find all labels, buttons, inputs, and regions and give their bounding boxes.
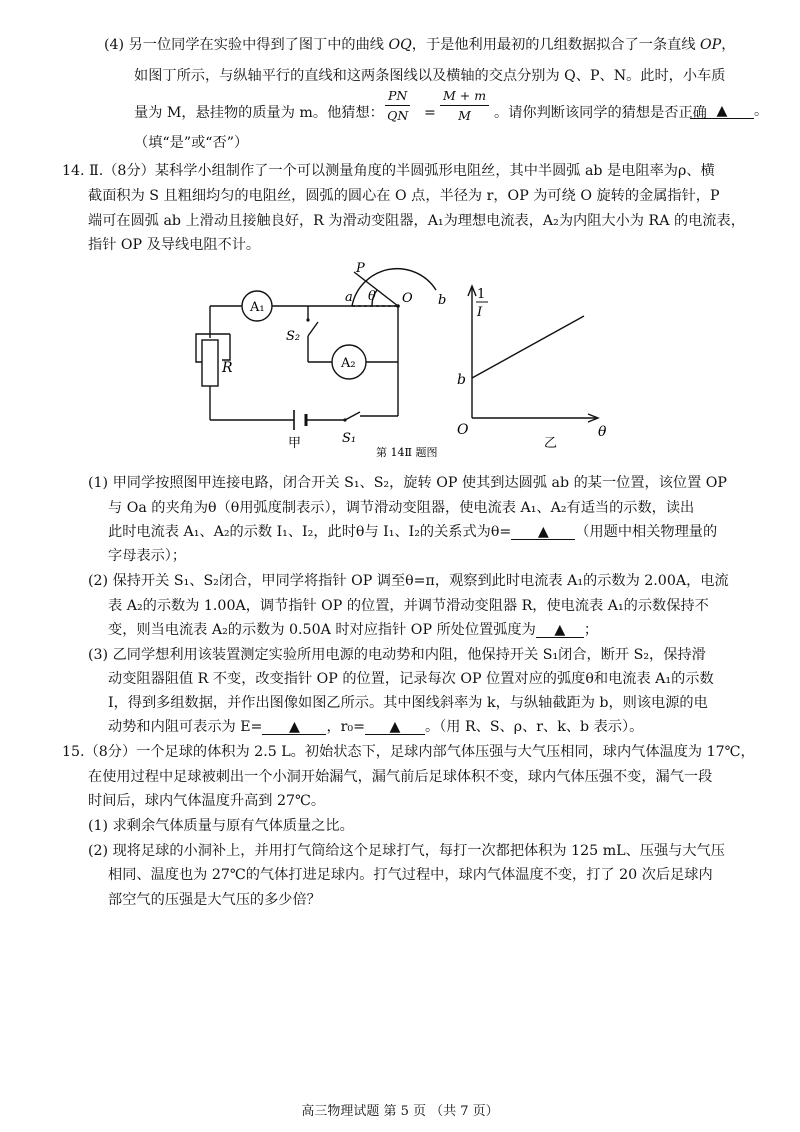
label-p: P xyxy=(356,261,365,276)
graph-x-label: θ xyxy=(598,424,607,440)
q14-intro-line3: 端可在圆弧 ab 上滑动且接触良好，R 为滑动变阻器，A₁为理想电流表，A₂为内阻大小为 RA 的电流表， xyxy=(88,213,745,229)
q15-line3: 时间后，球内气体温度升高到 27℃。 xyxy=(88,793,326,809)
label-a2: A₂ xyxy=(341,356,356,371)
q13-part4-line3-b: 。请你判断该同学的猜想是否正确 xyxy=(494,105,707,121)
fraction-numerator: PN xyxy=(385,88,410,106)
answer-blank-e[interactable]: ▲ xyxy=(262,720,326,735)
answer-blank[interactable]: ▲ xyxy=(511,525,575,540)
text: （用题中相关物理量的 xyxy=(575,524,718,540)
q14-s3-line1: (3) 乙同学想利用该装置测定实验所用电源的电动势和内阻，他保持开关 S₁闭合，断开 S₂，保持滑 xyxy=(88,647,706,663)
label-s2: S₂ xyxy=(286,329,301,344)
graph-1-over-i-vs-theta xyxy=(468,286,598,422)
text: OQ xyxy=(388,37,412,53)
switch-s2-blade xyxy=(308,322,318,336)
q14-s2-line2: 表 A₂的示数为 1.00A，调节指针 OP 的位置，并调节滑动变阻器 R，使电流表 A₁的示数保持不 xyxy=(108,598,709,614)
text: 。 xyxy=(754,103,769,119)
q13-part4-line4: （填“是”或“否”） xyxy=(134,135,249,151)
q14-s3-line3: I，得到多组数据，并作出图像如图乙所示。其中图线斜率为 k，与纵轴截距为 b，则该电源的电 xyxy=(108,695,708,711)
text: 变，则当电流表 A₂的示数为 0.50A 时对应指针 OP 所处位置弧度为 xyxy=(108,622,536,638)
fraction-denominator: M xyxy=(458,108,471,123)
q15-s2-line2: 相同、温度也为 27℃的气体打进足球内。打气过程中，球内气体温度不变，打了 20 次后足球内 xyxy=(108,867,713,883)
circuit-diagram xyxy=(196,269,436,430)
figure-circuit-and-graph xyxy=(0,0,800,470)
text: 。（用 R、S、ρ、r、k、b 表示）。 xyxy=(425,719,644,735)
q14-s3-line2: 动变阻器阻值 R 不变，改变指针 OP 的位置，记录每次 OP 位置对应的弧度θ和电流表 A₁的示数 xyxy=(108,671,714,687)
switch-contact-icon xyxy=(343,418,346,421)
answer-blank[interactable]: ▲ xyxy=(536,623,584,638)
label-yi: 乙 xyxy=(544,436,558,451)
q14-s1-line3 xyxy=(108,525,717,540)
q14-intro-line1: 14. Ⅱ.（8分）某科学小组制作了一个可以测量角度的半圆弧形电阻丝，其中半圆弧 ab 是电阻率为ρ、横 xyxy=(62,163,715,179)
q14-intro-line4: 指针 OP 及导线电阻不计。 xyxy=(88,237,261,253)
page-footer: 高三物理试题 第 5 页 （共 7 页） xyxy=(301,1104,499,1119)
q15-s1: (1) 求剩余气体质量与原有气体质量之比。 xyxy=(88,818,354,834)
text: ，r₀= xyxy=(326,719,365,735)
q13-part4-line2: 如图丁所示，与纵轴平行的直线和这两条图线以及横轴的交点分别为 Q、P、N。此时，小车质 xyxy=(134,68,726,84)
q14-s1-line2: 与 Oa 的夹角为θ（θ用弧度制表示），调节滑动变阻器，使电流表 A₁、A₂有适当的示数，读出 xyxy=(108,500,695,516)
q15-line1: 15.（8分）一个足球的体积为 2.5 L。初始状态下，足球内部气体压强与大气压相同，球内气体温度为 17℃， xyxy=(62,744,755,760)
graph-intercept-label: b xyxy=(457,372,466,388)
q14-s2-line1: (2) 保持开关 S₁、S₂闭合，甲同学将指针 OP 调至θ=π，观察到此时电流表 A₁的示数为 2.00A，电流 xyxy=(88,573,729,589)
label-jia: 甲 xyxy=(288,436,302,451)
graph-line xyxy=(472,316,584,378)
label-a: a xyxy=(345,290,353,305)
text: ； xyxy=(583,622,599,638)
graph-origin-label: O xyxy=(457,422,469,438)
label-s1: S₁ xyxy=(342,431,357,446)
text: (4) 另一位同学在实验中得到了图丁中的曲线 xyxy=(104,37,389,53)
q14-s3-line4 xyxy=(108,720,643,735)
label-a1: A₁ xyxy=(250,300,265,315)
text: 此时电流表 A₁、A₂的示数 I₁、I₂，此时θ与 I₁、I₂的关系式为θ= xyxy=(108,524,512,540)
text: ， xyxy=(721,37,736,53)
answer-blank-r0[interactable]: ▲ xyxy=(365,720,425,735)
blank-mark: ▲ xyxy=(690,104,754,119)
q15-line2: 在使用过程中足球被刺出一个小洞开始漏气，漏气前后足球体积不变，球内气体压强不变，漏气一段 xyxy=(88,769,713,785)
graph-y-label-numerator: 1 xyxy=(477,287,486,302)
q14-s1-line1: (1) 甲同学按照图甲连接电路，闭合开关 S₁、S₂，旋转 OP 使其到达圆弧 ab 的某一位置，该位置 OP xyxy=(88,475,727,491)
q14-s1-line4: 字母表示）； xyxy=(108,548,187,564)
fraction-denominator: QN xyxy=(387,108,409,123)
switch-contact-icon xyxy=(306,318,309,321)
figure-caption: 第 14Ⅱ 题图 xyxy=(376,446,438,459)
q14-intro-line2: 截面积为 S 且粗细均匀的电阻丝，圆弧的圆心在 O 点，半径为 r，OP 为可绕 O 旋转的金属指针，P xyxy=(88,188,720,204)
q13-part4-line3-a: 量为 M，悬挂物的质量为 m。他猜想： xyxy=(134,105,384,121)
text: 动势和内阻可表示为 E= xyxy=(108,719,263,735)
text: OP xyxy=(700,37,722,53)
fraction-numerator: M + m xyxy=(440,88,489,106)
label-b: b xyxy=(438,293,447,308)
q15-s2-line1: (2) 现将足球的小洞补上，并用打气筒给这个足球打气，每打一次都把体积为 125 mL、压强与大气压 xyxy=(88,843,725,859)
label-r: R xyxy=(222,360,233,376)
equals-sign: = xyxy=(424,105,436,121)
graph-y-label-denominator: I xyxy=(477,305,483,320)
label-o: O xyxy=(402,291,413,306)
q14-s2-line3 xyxy=(108,623,598,638)
label-theta: θ xyxy=(368,289,376,304)
pivot-point-icon xyxy=(396,304,400,308)
text: ，于是他利用最初的几组数据拟合了一条直线 xyxy=(411,37,701,53)
q15-s2-line3: 部空气的压强是大气压的多少倍？ xyxy=(108,892,321,908)
